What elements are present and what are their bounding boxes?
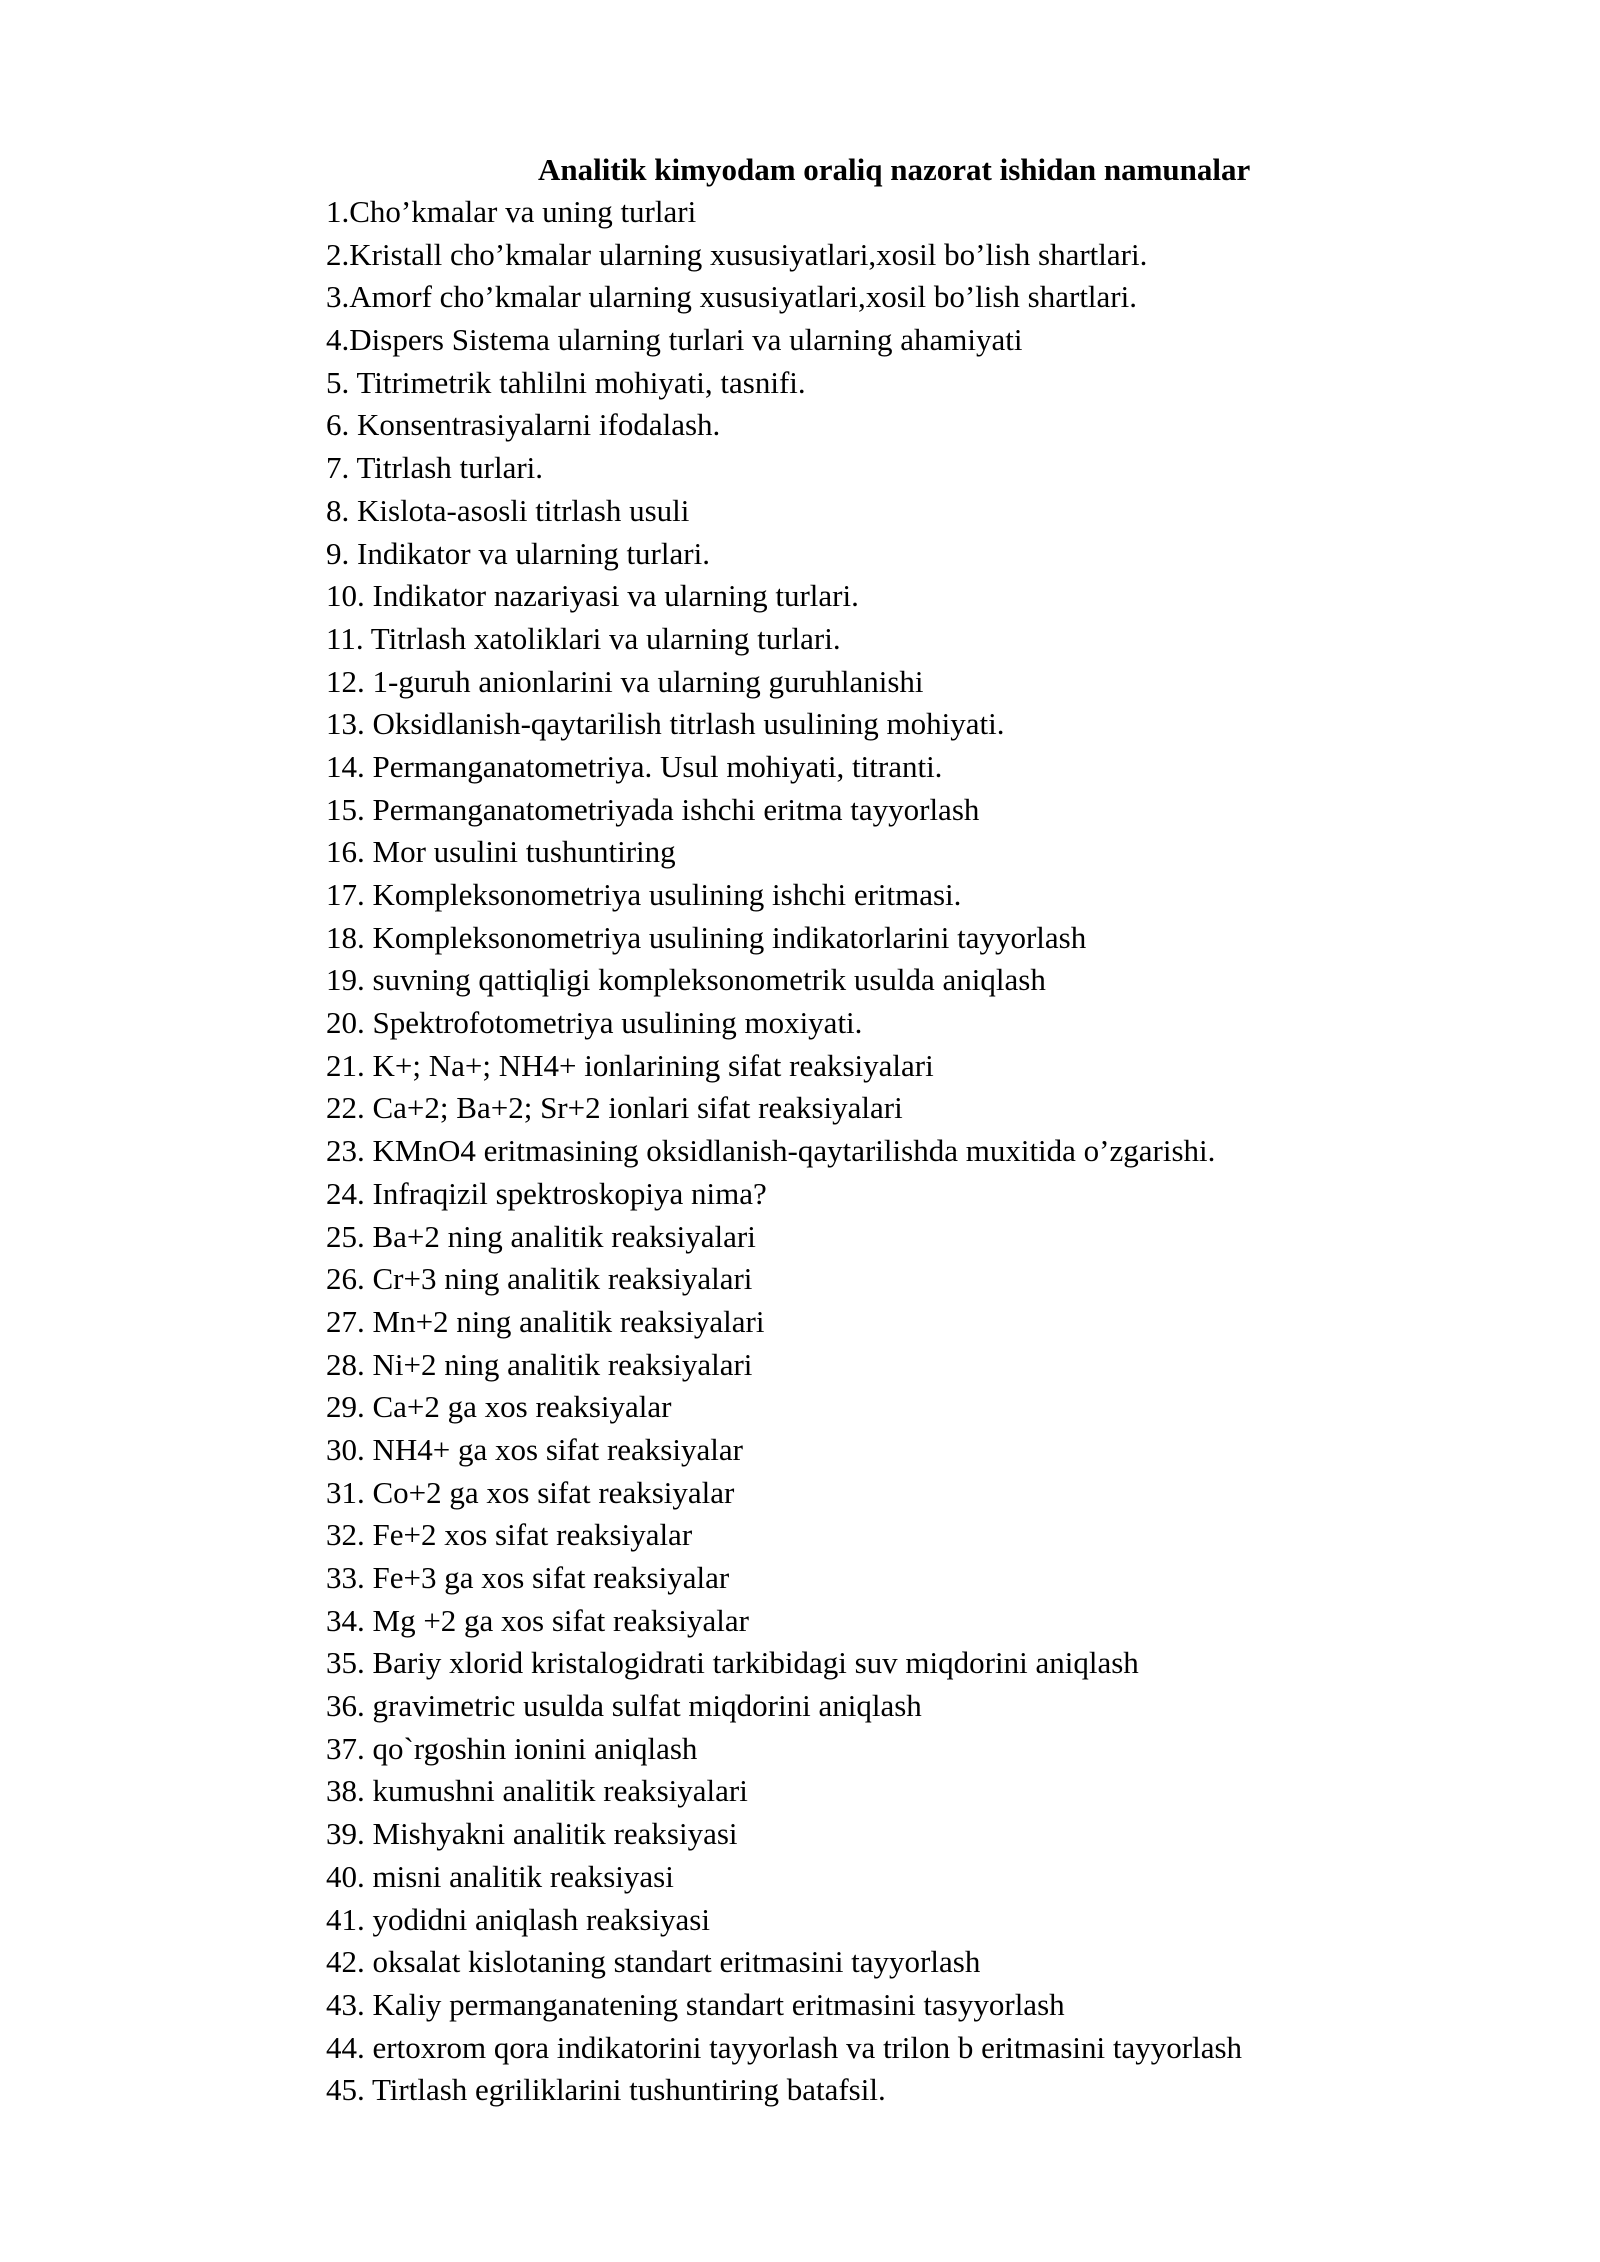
question-item: 36. gravimetric usulda sulfat miqdorini aniqlash [326,1688,922,1724]
question-item: 3.Amorf cho’kmalar ularning xususiyatlari,xosil bo’lish shartlari. [326,279,1137,315]
question-item: 9. Indikator va ularning turlari. [326,535,710,571]
question-item: 34. Mg +2 ga xos sifat reaksiyalar [326,1602,749,1638]
question-item: 20. Spektrofotometriya usulining moxiyati. [326,1005,863,1041]
question-item: 28. Ni+2 ning analitik reaksiyalari [326,1346,753,1382]
question-item: 22. Ca+2; Ba+2; Sr+2 ionlari sifat reaksiyalari [326,1090,903,1126]
question-item: 1.Cho’kmalar va uning turlari [326,194,697,229]
question-item: 33. Fe+3 ga xos sifat reaksiyalar [326,1560,730,1595]
question-item: 35. Bariy xlorid kristalogidrati tarkibidagi suv miqdorini aniqlash [326,1645,1139,1681]
question-item: 16. Mor usulini tushuntiring [326,834,676,870]
question-list [326,191,1376,2112]
document-title: Analitik kimyodam oraliq nazorat ishidan namunalar [538,152,1251,187]
question-item: 40. misni analitik reaksiyasi [326,1858,674,1894]
question-item: 19. suvning qattiqligi kompleksonometrik usulda aniqlash [326,962,1046,998]
question-item: 39. Mishyakni analitik reaksiyasi [326,1816,738,1852]
document-content [326,148,1376,2112]
question-item: 12. 1-guruh anionlarini va ularning guruhlanishi [326,663,924,699]
question-item: 21. K+; Na+; NH4+ ionlarining sifat reaksiyalari [326,1047,934,1083]
question-item: 14. Permanganatometriya. Usul mohiyati, titranti. [326,748,943,784]
question-item: 4.Dispers Sistema ularning turlari va ularning ahamiyati [326,322,1023,358]
question-item: 37. qo`rgoshin ionini aniqlash [326,1730,698,1766]
question-item: 30. NH4+ ga xos sifat reaksiyalar [326,1431,743,1467]
question-item: 23. KMnO4 eritmasining oksidlanish-qaytarilishda muxitida o’zgarishi. [326,1133,1216,1169]
question-item: 27. Mn+2 ning analitik reaksiyalari [326,1303,765,1339]
question-item: 41. yodidni aniqlash reaksiyasi [326,1901,710,1937]
question-item: 43. Kaliy permanganatening standart eritmasini tasyyorlash [326,1986,1065,2022]
question-item: 29. Ca+2 ga xos reaksiyalar [326,1389,672,1425]
question-item: 13. Oksidlanish-qaytarilish titrlash usulining mohiyati. [326,706,1005,742]
question-item: 32. Fe+2 xos sifat reaksiyalar [326,1517,693,1553]
question-item: 5. Titrimetrik tahlilni mohiyati, tasnifi. [326,364,806,400]
question-item: 6. Konsentrasiyalarni ifodalash. [326,407,721,443]
question-item: 15. Permanganatometriyada ishchi eritma tayyorlash [326,791,980,827]
question-item: 42. oksalat kislotaning standart eritmasini tayyorlash [326,1944,981,1980]
question-item: 26. Cr+3 ning analitik reaksiyalari [326,1261,753,1297]
question-item: 25. Ba+2 ning analitik reaksiyalari [326,1218,756,1254]
question-item: 17. Kompleksonometriya usulining ishchi eritmasi. [326,877,962,912]
question-item: 18. Kompleksonometriya usulining indikatorlarini tayyorlash [326,919,1087,955]
question-item: 24. Infraqizil spektroskopiya nima? [326,1175,767,1211]
question-item: 2.Kristall cho’kmalar ularning xususiyatlari,xosil bo’lish shartlari. [326,236,1148,272]
question-item: 10. Indikator nazariyasi va ularning turlari. [326,578,859,614]
question-item: 44. ertoxrom qora indikatorini tayyorlash va trilon b eritmasini tayyorlash [326,2029,1243,2065]
question-item: 11. Titrlash xatoliklari va ularning turlari. [326,620,841,656]
question-item: 38. kumushni analitik reaksiyalari [326,1773,748,1809]
question-item: 31. Co+2 ga xos sifat reaksiyalar [326,1474,735,1510]
question-item: 7. Titrlash turlari. [326,450,544,486]
question-item: 8. Kislota-asosli titrlash usuli [326,492,690,528]
question-item: 45. Tirtlash egriliklarini tushuntiring batafsil. [326,2072,886,2108]
